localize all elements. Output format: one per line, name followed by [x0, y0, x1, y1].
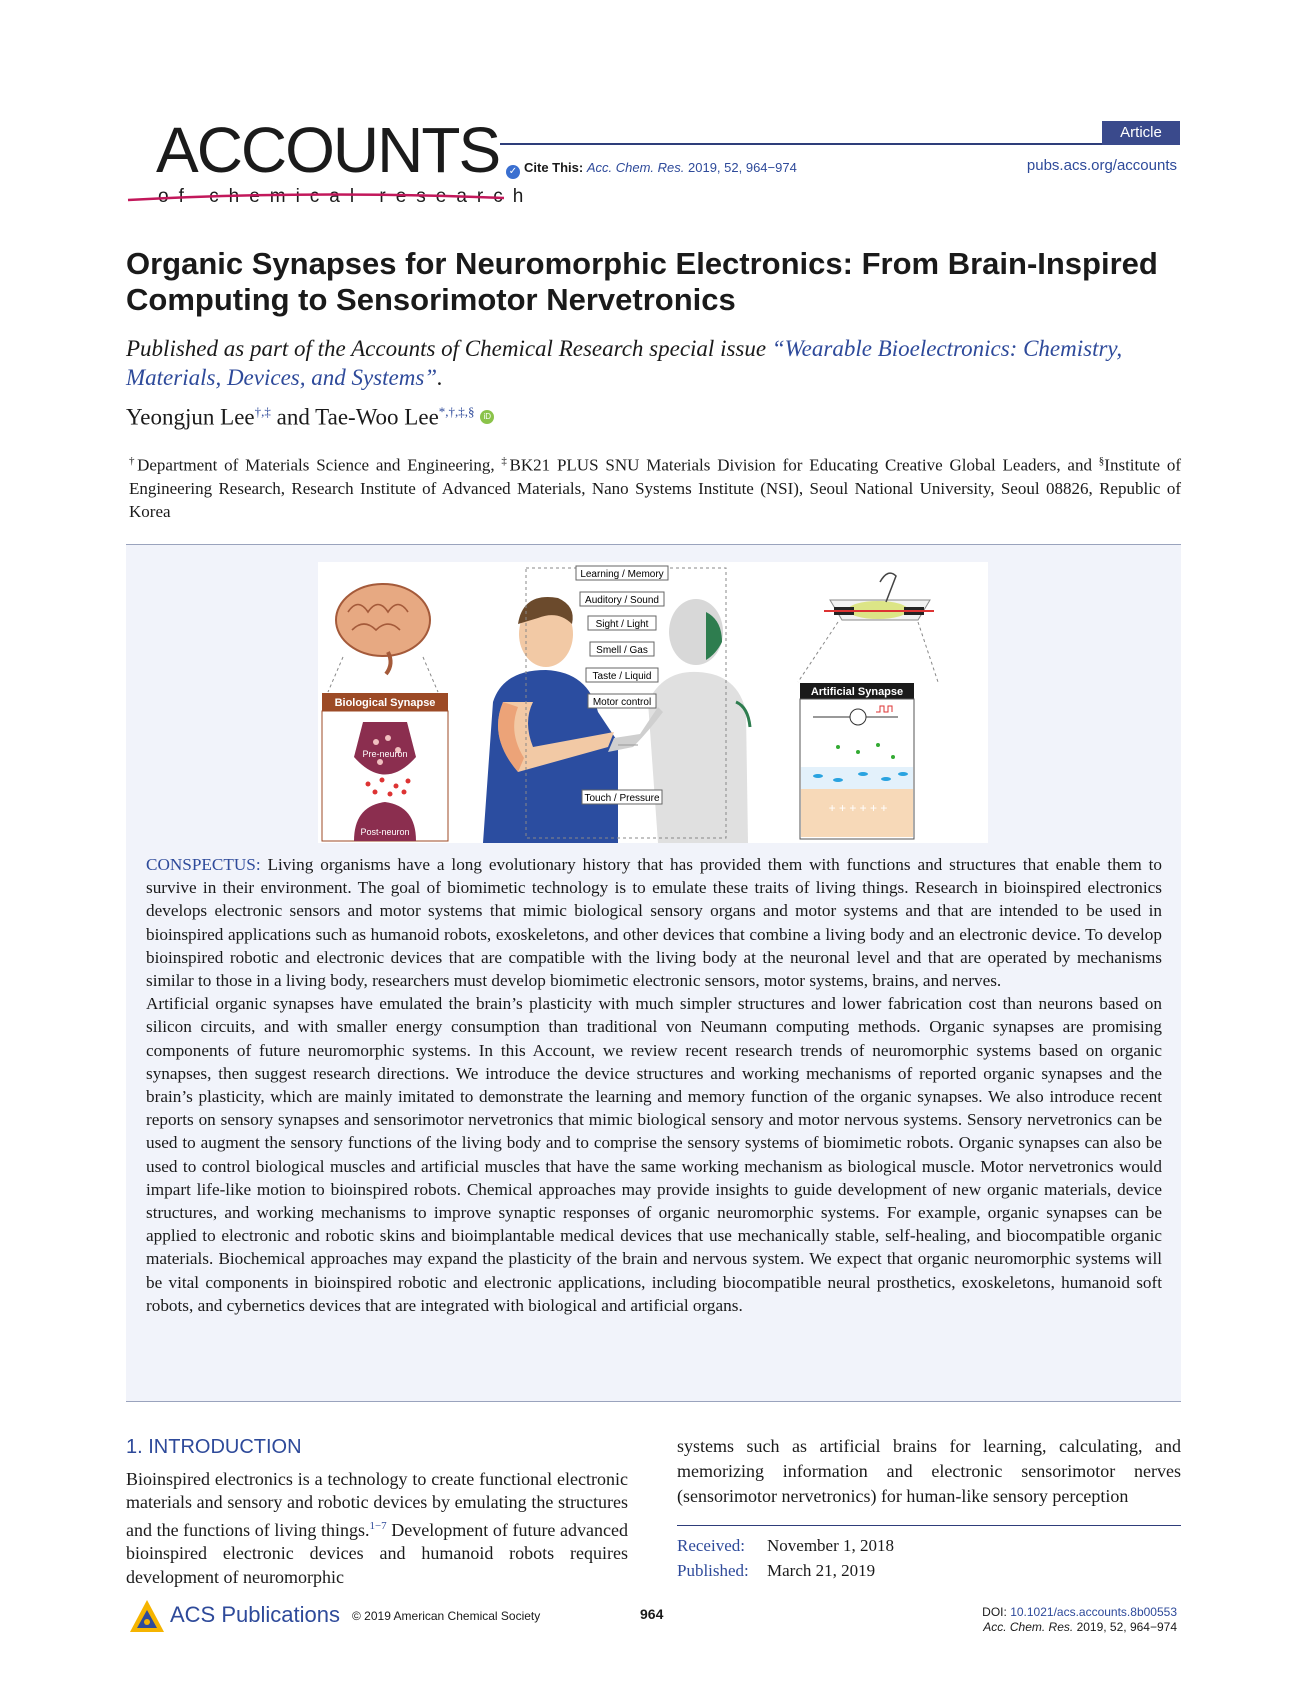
- special-issue-note: [126, 334, 1186, 392]
- page-number: 964: [640, 1606, 664, 1622]
- affiliations: [129, 450, 1181, 523]
- special-issue-prefix: Published as part of the Accounts of Chemical Research special issue: [126, 336, 772, 361]
- article-type-tag: Article: [1102, 121, 1180, 145]
- citation-ref[interactable]: 1−7: [369, 1519, 387, 1532]
- affil-text-2: BK21 PLUS SNU Materials Division for Educating Creative Global Leaders, and: [509, 455, 1099, 475]
- copyright: © 2019 American Chemical Society: [352, 1609, 541, 1623]
- received-label: Received:: [677, 1536, 745, 1555]
- published-row: [677, 1558, 894, 1583]
- published-date: March 21, 2019: [767, 1561, 876, 1580]
- doi-label: DOI:: [982, 1605, 1011, 1619]
- brain-icon: [336, 584, 430, 674]
- special-issue-link[interactable]: “Wearable Bioelectronics: Chemistry, Materials, Devices, and Systems”: [126, 336, 1123, 390]
- journal-logo-subtitle: of chemical research: [158, 186, 534, 207]
- intro-text-b: Development of future advanced bioinspired electronic devices and humanoid robots requires development of neuromorphic: [126, 1519, 628, 1587]
- artificial-synapse-label: Artificial Synapse: [810, 686, 904, 698]
- toc-graphic: [318, 562, 988, 843]
- human-figure-icon: [483, 597, 618, 843]
- author-2-marks: *,†,‡,§: [438, 404, 475, 419]
- header-rule: [500, 143, 1180, 145]
- toc-label-taste: Taste / Liquid: [592, 671, 652, 682]
- cite-journal: Acc. Chem. Res.: [586, 160, 685, 175]
- received-date: November 1, 2018: [767, 1536, 895, 1555]
- affil-text-3: Institute of Engineering Research, Research Institute of Advanced Materials, Nano Systems Institute (NSI), Seoul National University, Seoul 08826, Republic of Korea: [129, 455, 1182, 521]
- svg-text:+ + + + + +: + + + + + +: [828, 801, 888, 815]
- journal-url-link[interactable]: pubs.acs.org/accounts: [1026, 157, 1177, 174]
- footer-cite-pages: 2019, 52, 964−974: [1073, 1620, 1177, 1634]
- publisher-name[interactable]: ACS Publications: [170, 1602, 340, 1627]
- check-icon: ✓: [506, 165, 520, 179]
- cite-pages: 2019, 52, 964−974: [688, 160, 797, 175]
- toc-label-sight: Sight / Light: [595, 619, 649, 630]
- section-heading: 1. INTRODUCTION: [126, 1436, 302, 1458]
- toc-label-smell: Smell / Gas: [596, 645, 648, 656]
- pre-neuron-label: Pre-neuron: [362, 749, 408, 759]
- intro-left-column: [126, 1468, 628, 1589]
- logo-swoosh-icon: [126, 192, 506, 206]
- toc-label-auditory: Auditory / Sound: [585, 595, 659, 606]
- cite-label: Cite This:: [524, 160, 584, 175]
- author-1-name[interactable]: Yeongjun Lee: [126, 404, 255, 430]
- affil-mark-1: †: [129, 455, 138, 467]
- author-2-name[interactable]: Tae-Woo Lee: [315, 404, 439, 430]
- conspectus-p1: [146, 853, 1162, 992]
- affil-text-1: Department of Materials Science and Engineering,: [137, 455, 502, 475]
- received-row: [677, 1533, 894, 1558]
- toc-label-touch: Touch / Pressure: [584, 793, 660, 804]
- robot-figure-icon: [608, 599, 750, 843]
- intro-right-column: systems such as artificial brains for learning, calculating, and memorizing information and electronic sensorimotor nerves (sensorimotor nervetronics) for human-like sensory perception: [677, 1436, 1181, 1506]
- toc-label-motor: Motor control: [592, 697, 652, 708]
- author-1-marks: †,‡: [254, 404, 271, 419]
- bio-synapse-label: Biological Synapse: [334, 697, 436, 709]
- post-neuron-label: Post-neuron: [360, 827, 410, 837]
- doi-link[interactable]: 10.1021/acs.accounts.8b00553: [1010, 1605, 1177, 1619]
- author-joiner: and: [270, 404, 316, 430]
- footer-cite: [982, 1620, 1177, 1635]
- conspectus-p1-text: Living organisms have a long evolutionary history that has provided them with functions and structures that enable them to survive in their environment. The goal of biomimetic technology is to emulate these traits of living things. Research in bioinspired electronics develops electronic sensors and motor systems that mimic biological sensory organs and motor systems and that are intended to be used in bioinspired applications such as humanoid robots, exoskeletons, and other devices that combine a living body and an electronic device. To develop bioinspired robotic and electronic devices that are compatible with the living body at the neuronal level and that are operated by mechanisms similar to those in a living body, researchers must develop biomimetic electronic sensors, motor systems, brains, and nerves.: [146, 855, 1162, 991]
- dates-rule: [677, 1525, 1181, 1526]
- article-title: Organic Synapses for Neuromorphic Electronics: From Brain-Inspired Computing to Sensorimotor Nervetronics: [126, 246, 1158, 317]
- published-label: Published:: [677, 1561, 749, 1580]
- cite-this[interactable]: [506, 160, 797, 179]
- toc-label-learning: Learning / Memory: [580, 569, 664, 580]
- intro-text-a: Bioinspired electronics is a technology to create functional electronic materials and sensory and robotic devices by emulating the structures and the functions of living things.: [126, 1469, 628, 1540]
- conspectus: [146, 853, 1162, 1317]
- conspectus-lead: CONSPECTUS:: [146, 855, 261, 874]
- conspectus-p2: Artificial organic synapses have emulated the brain’s plasticity with much simpler structures and lower fabrication cost than neurons based on silicon circuits, and with smaller energy consumption than traditional von Neumann computing methods. Organic synapses are promising components of future neuromorphic systems. In this Account, we review recent research trends of neuromorphic systems based on organic synapses, then suggest research directions. We introduce the device structures and working mechanisms of reported organic synapses and the brain’s plasticity, which are mainly imitated to demonstrate the learning and memory function of the organic synapses. We also introduce recent reports on sensory synapses and sensorimotor nervetronics that mimic biological sensory and motor nervous systems. Sensory nervetronics can be used to augment the sensory functions of the living body and to comprise the sensory systems of biomimetic robots. Organic synapses can also be used to control biological muscles and artificial muscles that have the same working mechanism as biological muscle. Motor nervetronics would impart life-like motion to bioinspired robots. Chemical approaches may provide insights to guide development of new organic materials, device structures, and working mechanisms to improve synaptic responses of organic neuromorphic systems. For example, organic synapses can be applied to electronic and robotic skins and bioimplantable medical devices that use mechanically stable, self-healing, and biocompatible organic materials. Biochemical approaches may expand the plasticity of the brain and nervous system. We expect that organic neuromorphic systems will be vital components in bioinspired robotic and electronic applications, including biocompatible neural prosthetics, exoskeletons, humanoid soft robots, and cybernetics devices that are integrated with biological and artificial organs.: [146, 994, 1162, 1315]
- artificial-device-icon: [824, 573, 934, 620]
- special-issue-suffix: .: [437, 365, 443, 390]
- affil-mark-3: §: [1098, 455, 1105, 467]
- affil-mark-2: ‡: [501, 455, 510, 467]
- doi-block: [982, 1605, 1177, 1635]
- author-list: [126, 404, 494, 431]
- footer-journal: Acc. Chem. Res.: [983, 1620, 1074, 1634]
- acs-logo-icon: [128, 1598, 166, 1636]
- journal-logo: ACCOUNTS: [156, 114, 500, 186]
- article-dates: [677, 1533, 894, 1583]
- doi-line: [982, 1605, 1177, 1620]
- orcid-icon[interactable]: iD: [480, 410, 494, 424]
